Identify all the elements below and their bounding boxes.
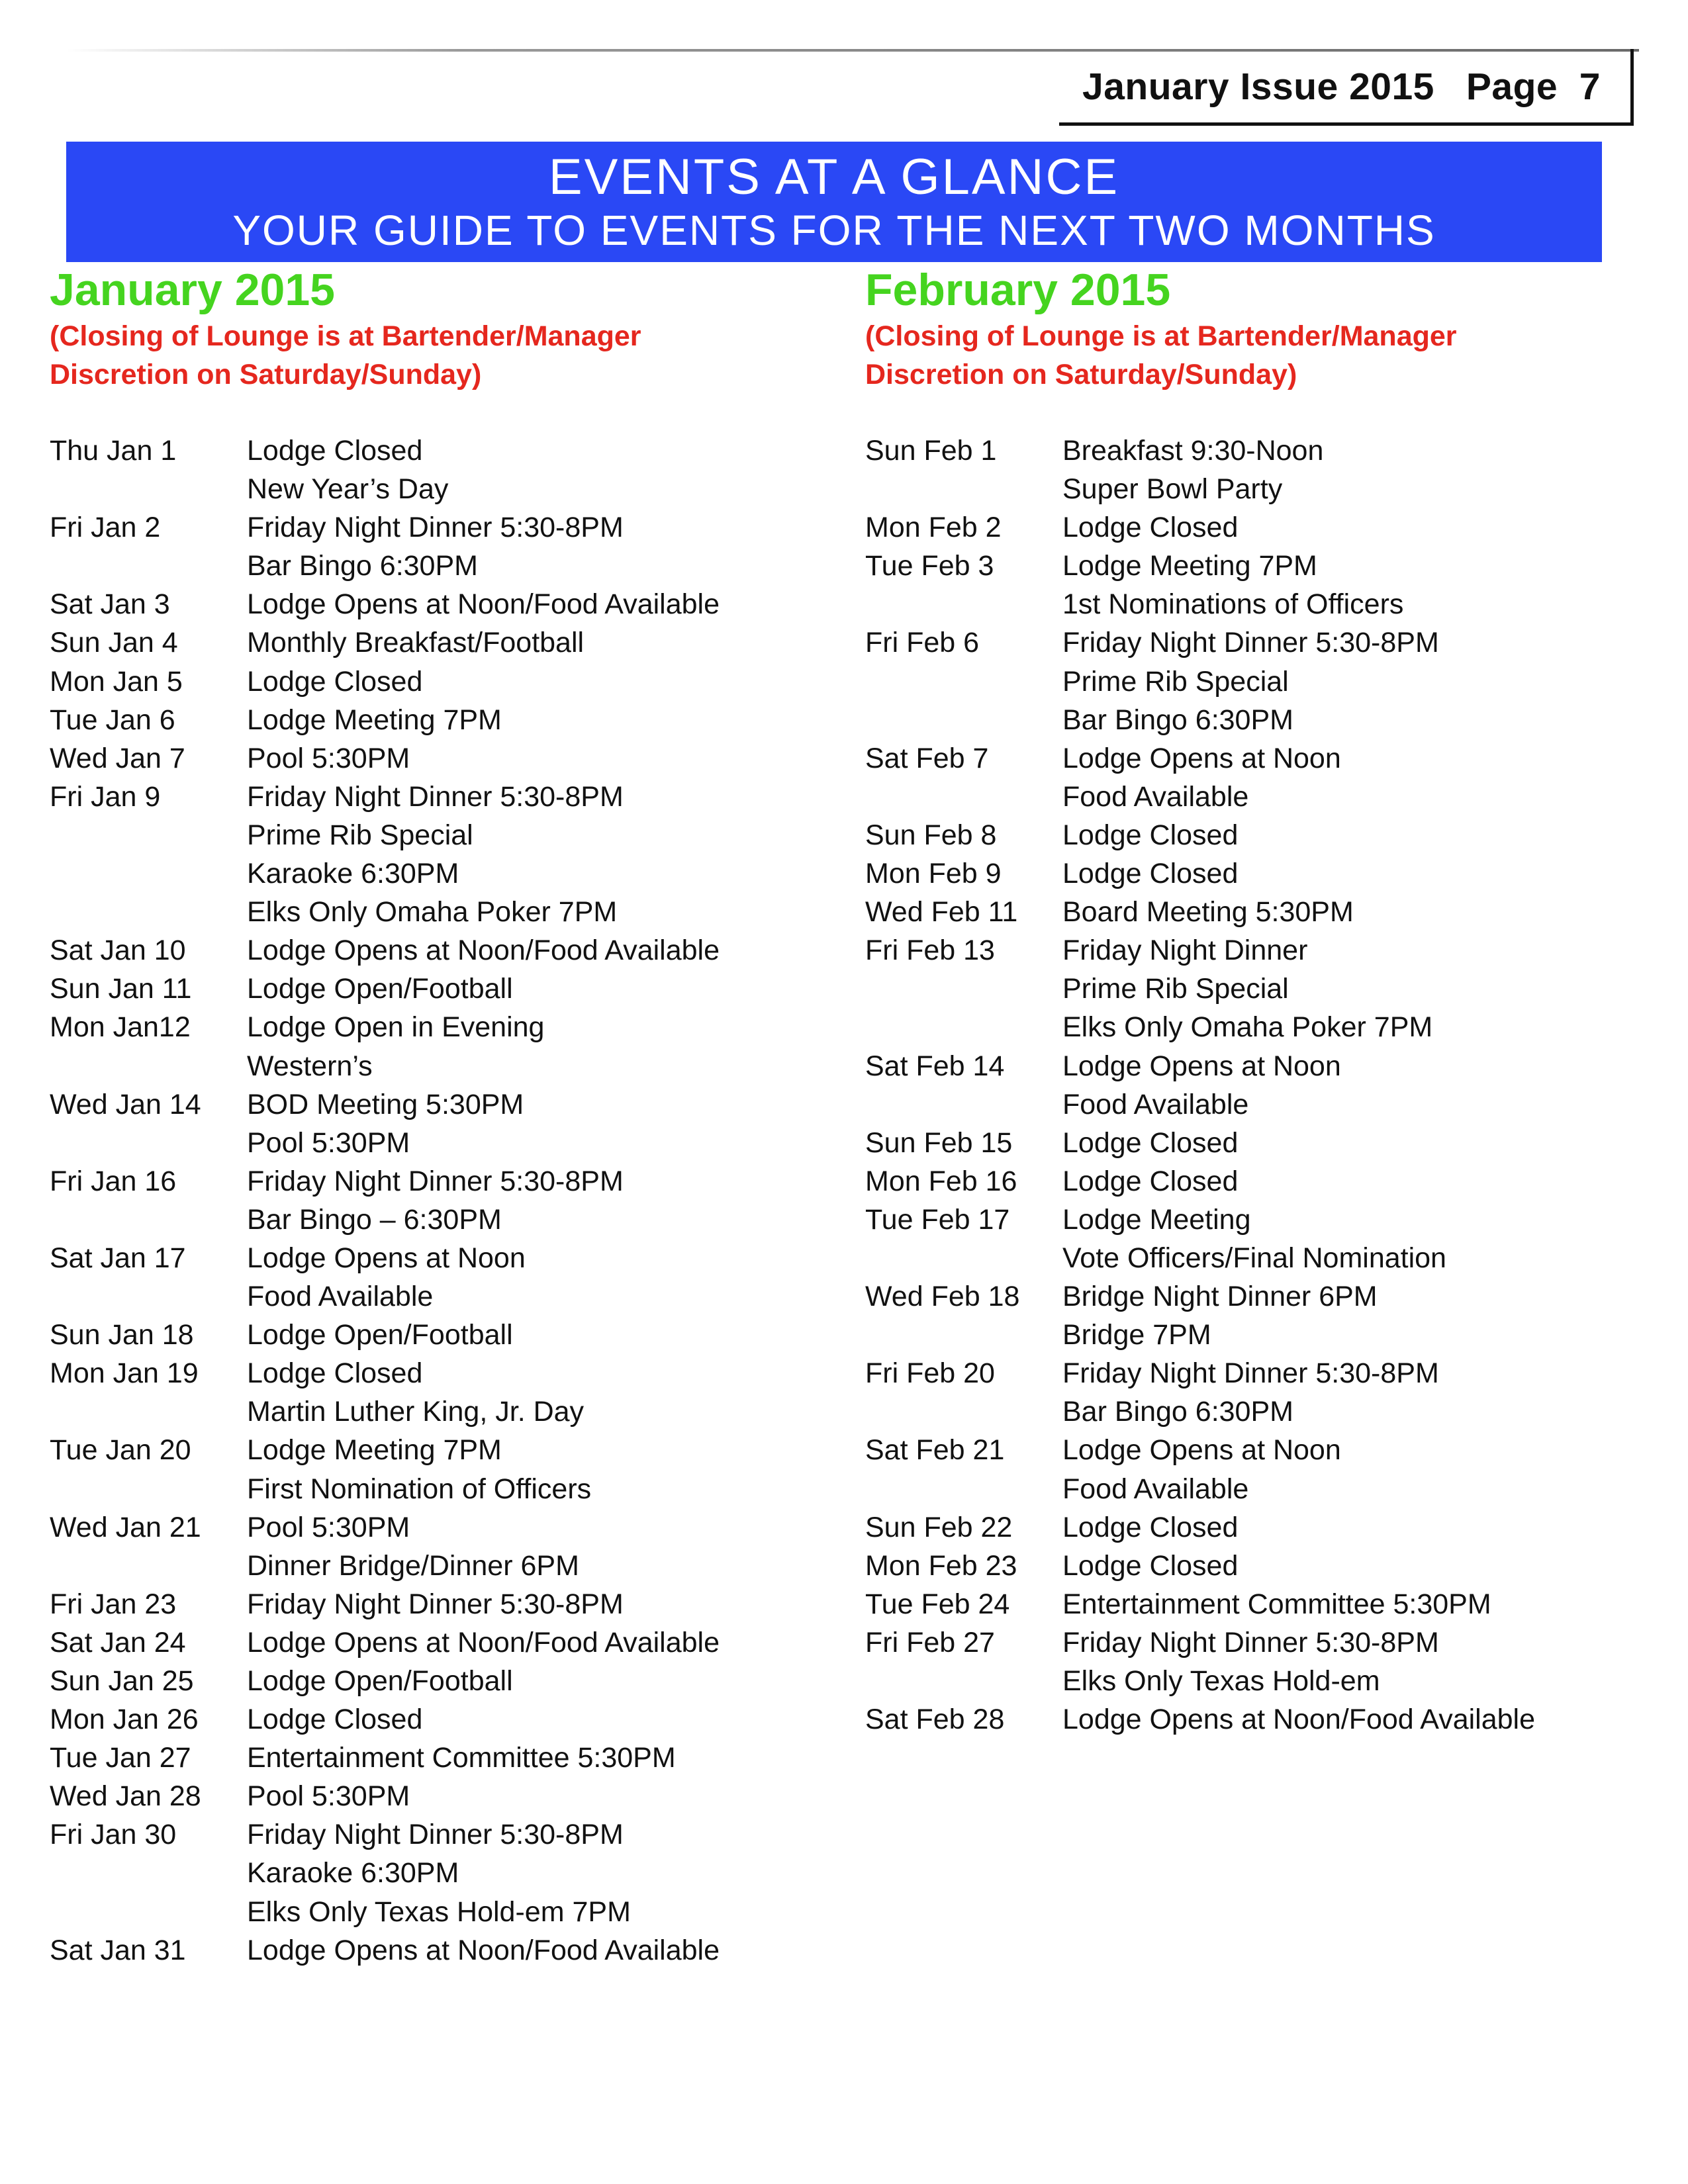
event-description: Lodge Opens at Noon — [1062, 1434, 1341, 1467]
event-description: Lodge Closed — [1062, 1126, 1239, 1159]
event-description: Lodge Closed — [247, 435, 423, 467]
event-description: Pool 5:30PM — [247, 742, 410, 774]
event-description: 1st Nominations of Officers — [1062, 588, 1404, 621]
event-description: Lodge Meeting 7PM — [247, 1434, 502, 1467]
event-description: Lodge Closed — [1062, 1165, 1239, 1197]
event-date: Sat Jan 17 — [50, 1242, 186, 1274]
banner-title: EVENTS AT A GLANCE — [548, 149, 1120, 205]
event-description: Lodge Closed — [1062, 512, 1239, 544]
banner-subtitle: YOUR GUIDE TO EVENTS FOR THE NEXT TWO MONTHS — [232, 206, 1436, 254]
event-description: BOD Meeting 5:30PM — [247, 1088, 524, 1120]
event-description: Pool 5:30PM — [247, 1511, 410, 1543]
event-date: Sat Jan 10 — [50, 934, 186, 967]
event-date: Wed Feb 18 — [865, 1281, 1020, 1313]
event-description: Dinner Bridge/Dinner 6PM — [247, 1549, 579, 1582]
event-description: Lodge Open/Football — [247, 973, 513, 1005]
event-description: Friday Night Dinner 5:30-8PM — [247, 1819, 624, 1851]
event-description: New Year’s Day — [247, 473, 449, 506]
event-date: Sat Jan 24 — [50, 1626, 186, 1659]
event-date: Mon Feb 2 — [865, 512, 1002, 544]
event-description: Board Meeting 5:30PM — [1062, 896, 1354, 929]
event-date: Wed Jan 7 — [50, 742, 185, 774]
event-date: Fri Feb 13 — [865, 934, 995, 967]
event-date: Sun Feb 1 — [865, 435, 997, 467]
event-date: Sat Feb 14 — [865, 1050, 1005, 1082]
january-title: January 2015 — [50, 265, 335, 315]
event-date: Mon Feb 9 — [865, 858, 1002, 890]
event-date: Mon Jan 19 — [50, 1357, 199, 1390]
event-description: Friday Night Dinner 5:30-8PM — [1062, 627, 1439, 659]
event-description: Karaoke 6:30PM — [247, 1857, 459, 1889]
event-description: Elks Only Omaha Poker 7PM — [1062, 1011, 1433, 1044]
event-date: Tue Jan 6 — [50, 704, 175, 736]
event-date: Wed Jan 28 — [50, 1780, 201, 1813]
event-description: Food Available — [247, 1281, 434, 1313]
event-date: Tue Jan 27 — [50, 1742, 191, 1774]
page-number: Page 7 — [1466, 66, 1601, 108]
event-description: Lodge Meeting 7PM — [247, 704, 502, 736]
event-description: Breakfast 9:30-Noon — [1062, 435, 1324, 467]
event-date: Sat Feb 7 — [865, 742, 989, 774]
event-description: Martin Luther King, Jr. Day — [247, 1396, 585, 1428]
event-date: Wed Jan 21 — [50, 1511, 201, 1543]
event-description: Prime Rib Special — [247, 819, 473, 851]
event-description: Pool 5:30PM — [247, 1780, 410, 1813]
february-note-line1: (Closing of Lounge is at Bartender/Manager — [865, 320, 1457, 352]
event-description: Vote Officers/Final Nomination — [1062, 1242, 1446, 1274]
event-date: Mon Jan 5 — [50, 665, 183, 698]
event-description: Elks Only Texas Hold-em — [1062, 1665, 1380, 1697]
event-date: Wed Feb 11 — [865, 896, 1018, 929]
event-date: Fri Jan 9 — [50, 780, 161, 813]
event-description: Lodge Open in Evening — [247, 1011, 545, 1044]
event-description: Lodge Opens at Noon/Food Available — [247, 934, 720, 967]
event-description: Bridge Night Dinner 6PM — [1062, 1281, 1378, 1313]
event-date: Sun Jan 25 — [50, 1665, 194, 1697]
event-description: Prime Rib Special — [1062, 665, 1289, 698]
event-description: Bar Bingo 6:30PM — [1062, 1396, 1293, 1428]
event-description: Lodge Opens at Noon — [247, 1242, 526, 1274]
event-date: Thu Jan 1 — [50, 435, 177, 467]
event-description: Food Available — [1062, 1088, 1249, 1120]
event-date: Fri Jan 23 — [50, 1588, 177, 1620]
january-note-line2: Discretion on Saturday/Sunday) — [50, 359, 482, 390]
event-description: Lodge Opens at Noon/Food Available — [247, 1934, 720, 1966]
issue-label: January Issue 2015 — [1082, 66, 1434, 108]
event-date: Sat Feb 21 — [865, 1434, 1005, 1467]
event-date: Tue Feb 17 — [865, 1203, 1010, 1236]
event-description: Lodge Opens at Noon — [1062, 1050, 1341, 1082]
january-lounge-note — [50, 317, 778, 394]
event-description: Lodge Opens at Noon/Food Available — [247, 1626, 720, 1659]
event-description: Friday Night Dinner — [1062, 934, 1308, 967]
event-description: Lodge Closed — [1062, 819, 1239, 851]
event-date: Fri Jan 16 — [50, 1165, 177, 1197]
event-description: Karaoke 6:30PM — [247, 858, 459, 890]
event-description: Friday Night Dinner 5:30-8PM — [247, 1588, 624, 1620]
event-description: Lodge Open/Football — [247, 1319, 513, 1351]
events-banner — [66, 142, 1602, 262]
event-description: Pool 5:30PM — [247, 1126, 410, 1159]
february-title: February 2015 — [865, 265, 1171, 315]
event-description: Entertainment Committee 5:30PM — [247, 1742, 676, 1774]
event-description: Entertainment Committee 5:30PM — [1062, 1588, 1491, 1620]
event-date: Fri Jan 2 — [50, 512, 161, 544]
february-lounge-note — [865, 317, 1593, 394]
event-description: Super Bowl Party — [1062, 473, 1283, 506]
event-description: Lodge Open/Football — [247, 1665, 513, 1697]
event-description: Food Available — [1062, 1473, 1249, 1505]
event-description: Lodge Meeting — [1062, 1203, 1251, 1236]
event-description: Friday Night Dinner 5:30-8PM — [247, 512, 624, 544]
event-description: Friday Night Dinner 5:30-8PM — [1062, 1357, 1439, 1390]
event-date: Sun Feb 22 — [865, 1511, 1013, 1543]
event-date: Tue Feb 24 — [865, 1588, 1010, 1620]
event-date: Fri Jan 30 — [50, 1819, 177, 1851]
event-description: Lodge Closed — [247, 1704, 423, 1736]
event-description: Bar Bingo 6:30PM — [1062, 704, 1293, 736]
event-description: Lodge Closed — [247, 1357, 423, 1390]
january-note-line1: (Closing of Lounge is at Bartender/Manager — [50, 320, 641, 352]
event-description: Prime Rib Special — [1062, 973, 1289, 1005]
event-description: Monthly Breakfast/Football — [247, 627, 585, 659]
event-description: Elks Only Texas Hold-em 7PM — [247, 1895, 631, 1928]
february-note-line2: Discretion on Saturday/Sunday) — [865, 359, 1297, 390]
event-description: Lodge Meeting 7PM — [1062, 550, 1317, 582]
event-description: Food Available — [1062, 780, 1249, 813]
event-description: Bar Bingo – 6:30PM — [247, 1203, 502, 1236]
event-description: Bar Bingo 6:30PM — [247, 550, 478, 582]
event-date: Mon Feb 16 — [865, 1165, 1017, 1197]
event-date: Fri Feb 6 — [865, 627, 980, 659]
event-date: Sun Jan 18 — [50, 1319, 194, 1351]
event-date: Sun Feb 8 — [865, 819, 997, 851]
event-date: Mon Jan 26 — [50, 1704, 199, 1736]
event-date: Sat Jan 3 — [50, 588, 170, 621]
event-description: Lodge Opens at Noon/Food Available — [1062, 1704, 1536, 1736]
event-description: First Nomination of Officers — [247, 1473, 592, 1505]
event-date: Sun Feb 15 — [865, 1126, 1013, 1159]
page-header — [1082, 65, 1601, 109]
event-date: Fri Feb 20 — [865, 1357, 995, 1390]
event-description: Lodge Opens at Noon/Food Available — [247, 588, 720, 621]
event-description: Elks Only Omaha Poker 7PM — [247, 896, 618, 929]
event-date: Mon Feb 23 — [865, 1549, 1017, 1582]
event-description: Lodge Closed — [247, 665, 423, 698]
event-description: Lodge Closed — [1062, 858, 1239, 890]
event-date: Sat Feb 28 — [865, 1704, 1005, 1736]
event-date: Sat Jan 31 — [50, 1934, 186, 1966]
event-description: Lodge Opens at Noon — [1062, 742, 1341, 774]
event-description: Friday Night Dinner 5:30-8PM — [247, 780, 624, 813]
event-description: Bridge 7PM — [1062, 1319, 1211, 1351]
event-description: Western’s — [247, 1050, 373, 1082]
event-date: Tue Jan 20 — [50, 1434, 191, 1467]
event-date: Mon Jan12 — [50, 1011, 191, 1044]
event-description: Lodge Closed — [1062, 1549, 1239, 1582]
event-description: Friday Night Dinner 5:30-8PM — [1062, 1626, 1439, 1659]
event-date: Tue Feb 3 — [865, 550, 994, 582]
event-date: Sun Jan 11 — [50, 973, 192, 1005]
event-date: Wed Jan 14 — [50, 1088, 201, 1120]
event-date: Fri Feb 27 — [865, 1626, 995, 1659]
event-date: Sun Jan 4 — [50, 627, 178, 659]
event-description: Friday Night Dinner 5:30-8PM — [247, 1165, 624, 1197]
event-description: Lodge Closed — [1062, 1511, 1239, 1543]
